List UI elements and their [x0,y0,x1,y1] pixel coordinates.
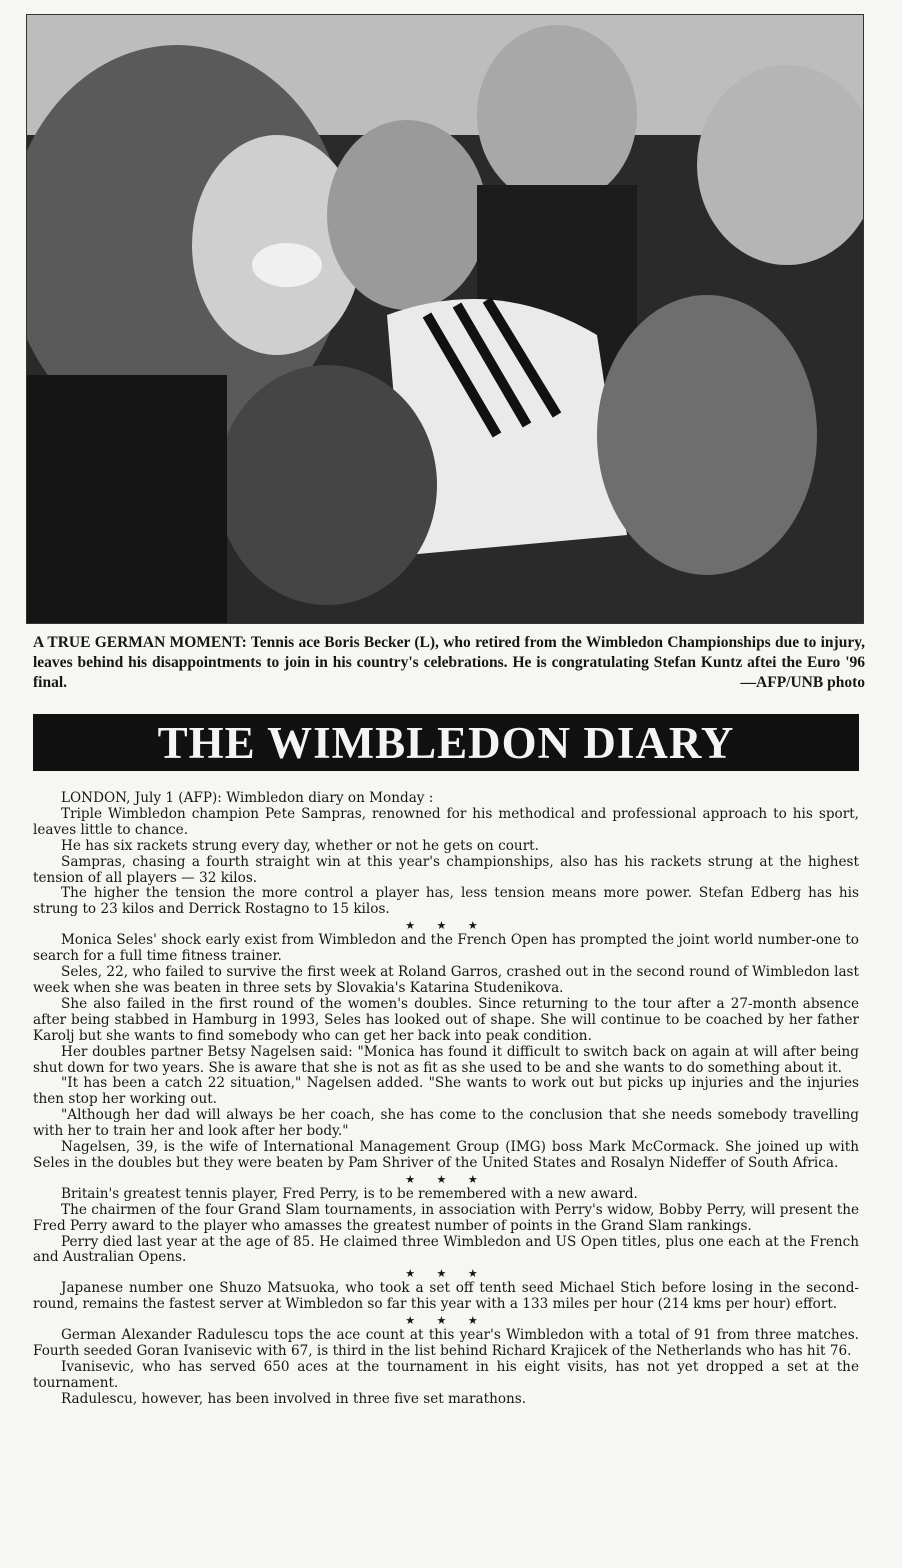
section-separator: ★ ★ ★ [405,1267,487,1281]
paragraph: Seles, 22, who failed to survive the first week at Roland Garros, crashed out in the second round of Wimbledon last week when she was beaten in three sets by Slovakia's Katarina Studenikova. [33,964,859,996]
paragraph: The chairmen of the four Grand Slam tournaments, in association with Perry's widow, Bobby Perry, will present the Fred Perry award to the player who amasses the greatest number of points in the Grand Slam rankings. [33,1201,859,1234]
paragraph: Britain's greatest tennis player, Fred Perry, is to be remembered with a new award. [61,1185,638,1202]
section-separator: ★ ★ ★ [405,1314,487,1328]
caption-lead: A TRUE GERMAN MOMENT: [33,634,247,651]
paragraph: Radulescu, however, has been involved in three five set marathons. [61,1390,527,1407]
article-body [33,791,859,1408]
photo-caption [33,633,865,693]
paragraph: Perry died last year at the age of 85. He claimed three Wimbledon and US Open titles, plus one each at the French and Australian Opens. [33,1233,859,1266]
photo-credit: —AFP/UNB photo [740,674,865,691]
paragraph: German Alexander Radulescu tops the ace count at this year's Wimbledon with a total of 91 from three matches. Fourth seeded Goran Ivanisevic with 67, is third in the list behind Richard Krajicek of the Netherlands who has hit 76. [33,1327,859,1360]
section-separator: ★ ★ ★ [405,919,487,933]
paragraph: Triple Wimbledon champion Pete Sampras, renowned for his methodical and professional approach to his sport, leaves little to chance. [33,805,859,838]
paragraph: Ivanisevic, who has served 650 aces at the tournament in his eight visits, has not yet dropped a set at the tournament. [33,1359,859,1391]
headline-banner [33,714,859,771]
paragraph: The higher the tension the more control a player has, less tension means more power. Stefan Edberg has his strung to 23 kilos and Derrick Rostagno to 15 kilos. [33,885,859,918]
section-separator: ★ ★ ★ [405,1172,487,1186]
paragraph: He has six rackets strung every day, whether or not he gets on court. [61,837,539,854]
dateline-paragraph: LONDON, July 1 (AFP): Wimbledon diary on Monday : [61,790,434,806]
paragraph: Her doubles partner Betsy Nagelsen said: "Monica has found it difficult to switch back on again at will after being shut down for two years. She is aware that she is not as fit as she used to be and she wants to do something about it. [33,1043,859,1076]
paragraph: "Although her dad will always be her coach, she has come to the conclusion that she needs somebody travelling with her to train her and look after her body." [33,1107,859,1140]
paragraph: Japanese number one Shuzo Matsuoka, who took a set off tenth seed Michael Stich before losing in the second-round, remains the fastest server at Wimbledon so far this year with a 133 miles per hour (214 kms per hour) effort. [33,1280,859,1313]
photo-illustration [27,15,863,623]
paragraph: "It has been a catch 22 situation," Nagelsen added. "She wants to work out but picks up injuries and the injuries then stop her working out. [33,1075,859,1108]
paragraph: She also failed in the first round of the women's doubles. Since returning to the tour after a 27-month absence after being stabbed in Hamburg in 1993, Seles has looked out of shape. She will continue to be coached by her father Karolj but she wants to find somebody who can get her back into peak condition. [33,995,859,1044]
paragraph: Monica Seles' shock early exist from Wimbledon and the French Open has prompted the joint world number-one to search for a full time fitness trainer. [33,932,859,965]
caption-body: Tennis ace Boris Becker (L), who retired from the Wimbledon Championships due to injury, leaves behind his disappointments to join in his country's celebrations. He is congratulating Stefan Kuntz aftei the Euro '96 final. [33,634,865,691]
paragraph: Nagelsen, 39, is the wife of International Management Group (IMG) boss Mark McCormack. She joined up with Seles in the doubles but they were beaten by Pam Shriver of the United States and Rosalyn Nideffer of South Africa. [33,1139,859,1171]
paragraph: Sampras, chasing a fourth straight win at this year's championships, also has his rackets strung at the highest tension of all players — 32 kilos. [33,853,859,886]
headline: THE WIMBLEDON DIARY [157,717,735,768]
news-photo [26,14,864,624]
